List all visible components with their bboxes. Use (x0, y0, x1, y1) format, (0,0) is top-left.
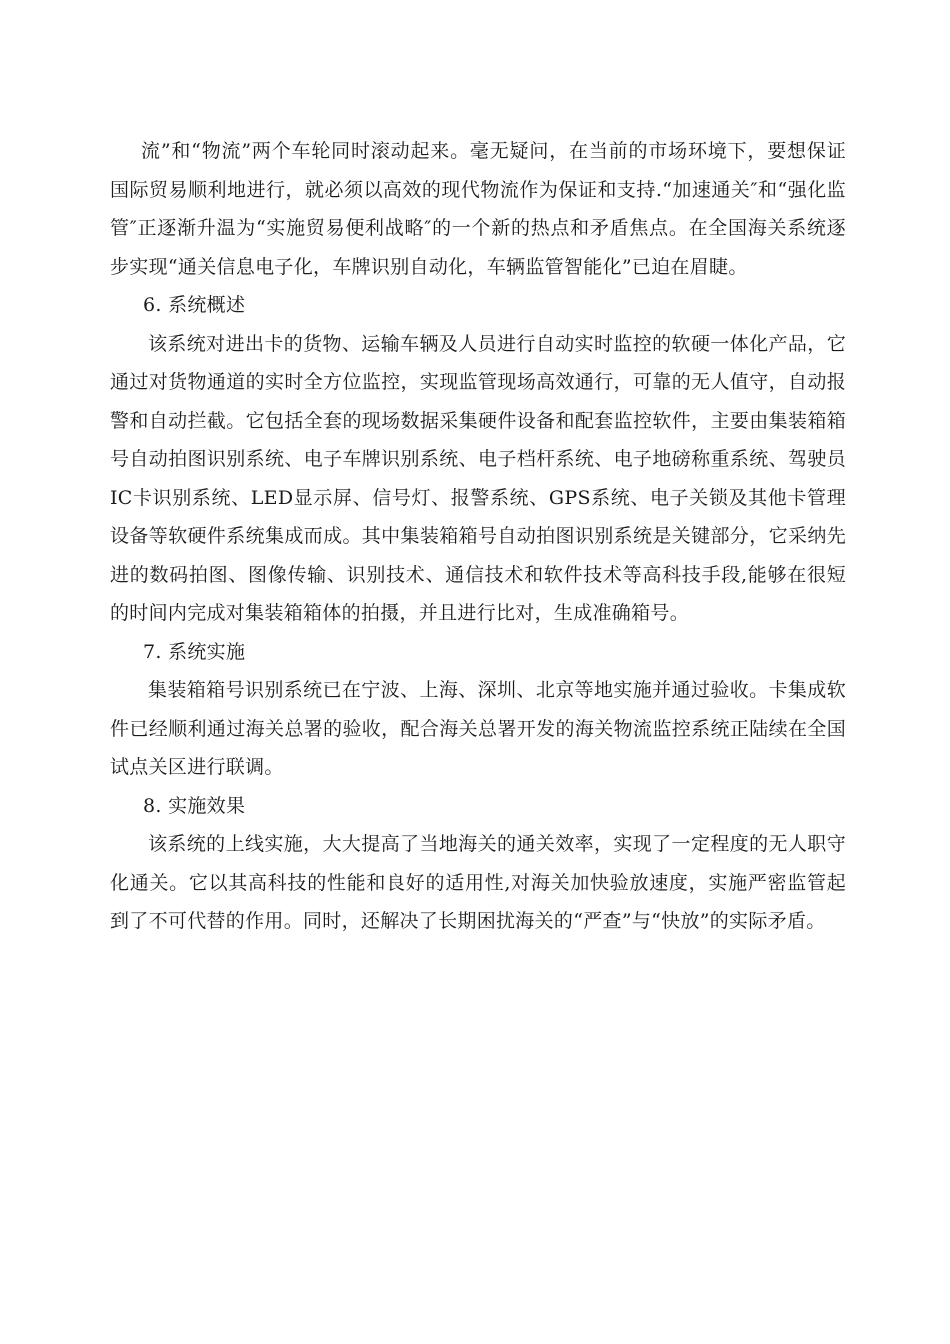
document-page (110, 132, 846, 941)
section-heading-implementation-effect: 8. 实施效果 (143, 794, 246, 817)
section-heading-system-overview: 6. 系统概述 (143, 294, 246, 316)
paragraph-implementation-effect: 该系统的上线实施，大大提高了当地海关的通关效率，实现了一定程度的无人职守化通关。它以其高科技的性能和良好的适用性,对海关加快验放速度，实施严密监管起到了不可代替的作用。同时，还解决了长期困扰海关的“严查”与“快放”的实际矛盾。 (110, 833, 846, 932)
paragraph-system-implementation: 集装箱箱号识别系统已在宁波、上海、深圳、北京等地实施并通过验收。卡集成软件已经顺利通过海关总署的验收，配合海关总署开发的海关物流监控系统正陆续在全国试点关区进行联调。 (110, 679, 846, 778)
section-heading-system-implementation: 7. 系统实施 (143, 640, 246, 663)
paragraph-system-overview: 该系统对进出卡的货物、运输车辆及人员进行自动实时监控的软硬一体化产品，它通过对货物通道的实时全方位监控，实现监管现场高效通行，可靠的无人值守，自动报警和自动拦截。它包括全套的现场数据采集硬件设备和配套监控软件，主要由集装箱箱号自动拍图识别系统、电子车牌识别系统、电子档杆系统、电子地磅称重系统、驾驶员IC卡识别系统、LED显示屏、信号灯、报警系统、GPS系统、电子关锁及其他卡管理设备等软硬件系统集成而成。其中集装箱箱号自动拍图识别系统是关键部分，它采纳先进的数码拍图、图像传输、识别技术、通信技术和软件技术等高科技手段,能够在很短的时间内完成对集装箱箱体的拍摄，并且进行比对，生成准确箱号。 (110, 332, 846, 624)
paragraph-intro-continued: 流”和“物流”两个车轮同时滚动起来。毫无疑问，在当前的市场环境下，要想保证国际贸易顺利地进行，就必须以高效的现代物流作为保证和支持.“加速通关″和“强化监管″正逐渐升温为“实施贸易便利战略″的一个新的热点和矛盾焦点。在全国海关系统逐步实现“通关信息电子化，车牌识别自动化，车辆监管智能化”已迫在眉睫。 (110, 140, 846, 278)
